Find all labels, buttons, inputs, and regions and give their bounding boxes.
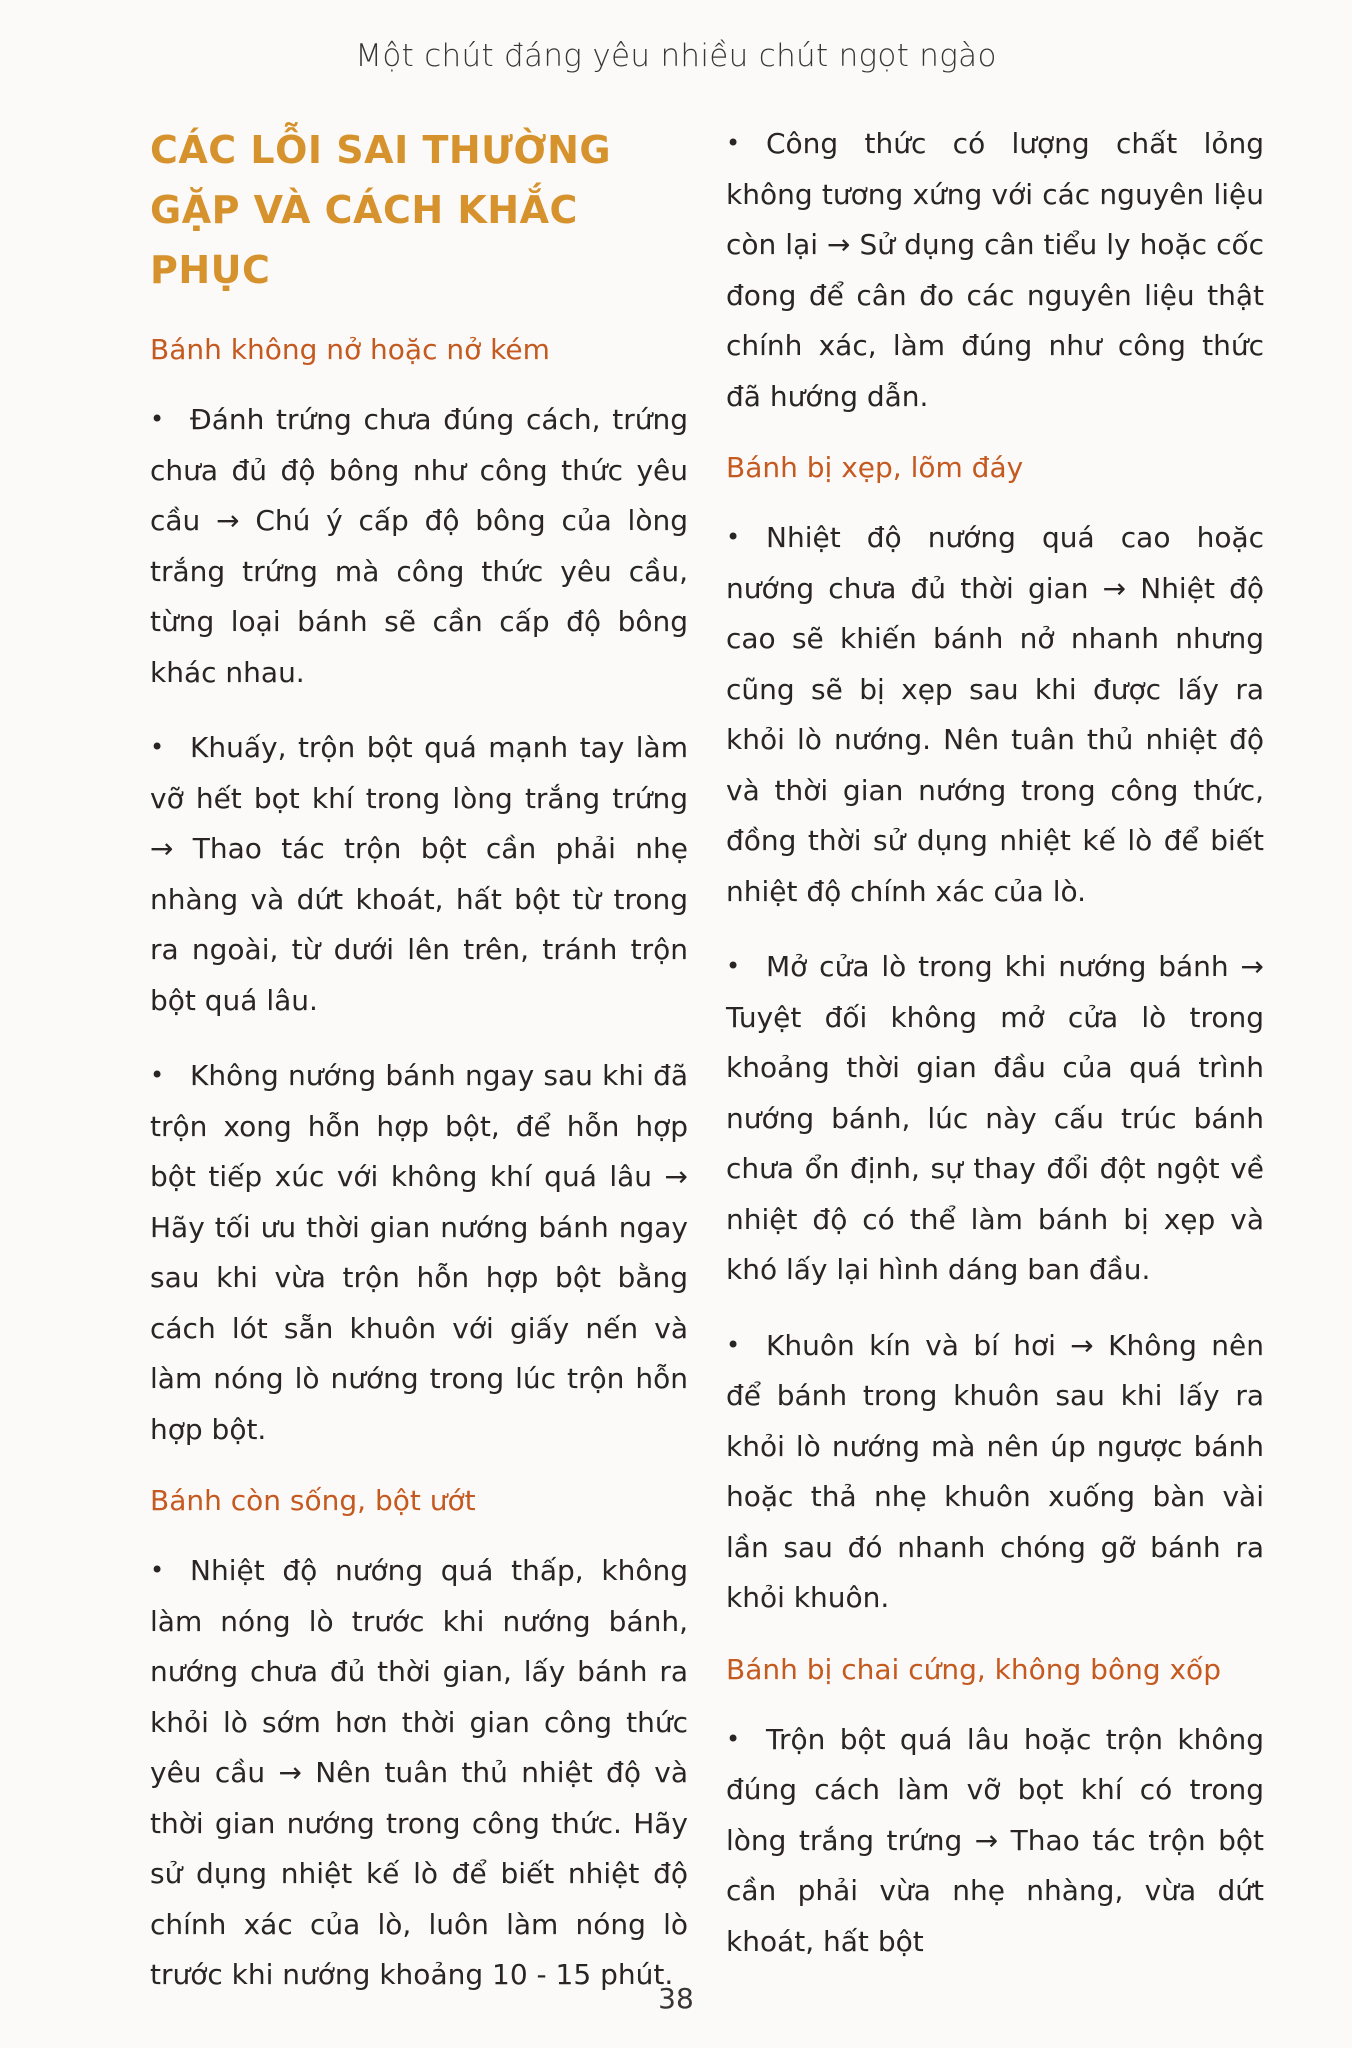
bullet-text: Mở cửa lò trong khi nướng bánh → Tuyệt đối không mở cửa lò trong khoảng thời gian đầu của quá trình nướng bánh, lúc này cấu trúc bánh chưa ổn định, sự thay đổi đột ngột về nhiệt độ có thể làm bánh bị xẹp và khó lấy lại hình dáng ban đầu. [726, 950, 1264, 1286]
chapter-title: CÁC LỖI SAI THƯỜNG GẶP VÀ CÁCH KHẮC PHỤC [150, 128, 612, 292]
bullet-text: Trộn bột quá lâu hoặc trộn không đúng cách làm vỡ bọt khí có trong lòng trắng trứng → Thao tác trộn bột cần phải vừa nhẹ nhàng, vừa dứt khoát, hất bột [726, 1722, 1264, 1958]
page-number: 38 [658, 1982, 694, 2015]
bullet-icon: • [726, 952, 741, 980]
bullet-item [726, 118, 1264, 422]
bullet-text: Khuôn kín và bí hơi → Không nên để bánh trong khuôn sau khi lấy ra khỏi lò nướng mà nên úp ngược bánh hoặc thả nhẹ khuôn xuống bàn vài lần sau đó nhanh chóng gỡ bánh ra khỏi khuôn. [726, 1328, 1264, 1614]
bullet-item [150, 1545, 688, 2001]
bullet-icon: • [726, 1330, 741, 1359]
section-heading-hard-texture: Bánh bị chai cứng, không bông xốp [726, 1652, 1221, 1686]
bullet-icon: • [726, 523, 741, 551]
bullet-item [150, 394, 688, 698]
bullet-icon: • [726, 129, 741, 157]
bullet-text: Nhiệt độ nướng quá cao hoặc nướng chưa đủ thời gian → Nhiệt độ cao sẽ khiến bánh nở nhanh nhưng cũng sẽ bị xẹp sau khi được lấy ra khỏi lò nướng. Nên tuân thủ nhiệt độ và thời gian nướng trong công thức, đồng thời sử dụng nhiệt kế lò để biết nhiệt độ chính xác của lò. [726, 521, 1264, 908]
bullet-text: Công thức có lượng chất lỏng không tương xứng với các nguyên liệu còn lại → Sử dụng cân tiểu ly hoặc cốc đong để cân đo các nguyên liệu thật chính xác, làm đúng như công thức đã hướng dẫn. [726, 127, 1264, 413]
bullet-text: Nhiệt độ nướng quá thấp, không làm nóng lò trước khi nướng bánh, nướng chưa đủ thời gian, lấy bánh ra khỏi lò sớm hơn thời gian công thức yêu cầu → Nên tuân thủ nhiệt độ và thời gian nướng trong công thức. Hãy sử dụng nhiệt kế lò để biết nhiệt độ chính xác của lò, luôn làm nóng lò trước khi nướng khoảng 10 - 15 phút. [150, 1554, 688, 1991]
bullet-item [726, 941, 1264, 1296]
bullet-icon: • [150, 1556, 165, 1584]
section-heading-undercooked: Bánh còn sống, bột ướt [150, 1484, 476, 1517]
section-heading-cake-not-rising: Bánh không nở hoặc nở kém [150, 333, 550, 366]
running-header: Một chút đáng yêu nhiều chút ngọt ngào [355, 38, 997, 74]
bullet-text: Khuấy, trộn bột quá mạnh tay làm vỡ hết bọt khí trong lòng trắng trứng → Thao tác trộn bột cần phải nhẹ nhàng và dứt khoát, hất bột từ trong ra ngoài, từ dưới lên trên, tránh trộn bột quá lâu. [150, 731, 688, 1017]
bullet-text: Đánh trứng chưa đúng cách, trứng chưa đủ độ bông như công thức yêu cầu → Chú ý cấp độ bông của lòng trắng trứng mà công thức yêu cầu, từng loại bánh sẽ cần cấp độ bông khác nhau. [150, 403, 688, 689]
bullet-text: Không nướng bánh ngay sau khi đã trộn xong hỗn hợp bột, để hỗn hợp bột tiếp xúc với không khí quá lâu → Hãy tối ưu thời gian nướng bánh ngay sau khi vừa trộn hỗn hợp bột bằng cách lót sẵn khuôn với giấy nến và làm nóng lò nướng trong lúc trộn hỗn hợp bột. [150, 1059, 688, 1446]
bullet-item [150, 722, 688, 1026]
bullet-icon: • [150, 405, 165, 433]
left-column [150, 120, 688, 2025]
bullet-icon: • [150, 1061, 165, 1089]
bullet-icon: • [150, 733, 165, 761]
bullet-item [150, 1050, 688, 1455]
bullet-item [726, 512, 1264, 917]
bullet-item [726, 1714, 1264, 1968]
bullet-icon: • [726, 1724, 741, 1753]
right-column [726, 118, 1264, 1991]
section-heading-collapsed: Bánh bị xẹp, lõm đáy [726, 451, 1024, 484]
bullet-item [726, 1320, 1264, 1624]
